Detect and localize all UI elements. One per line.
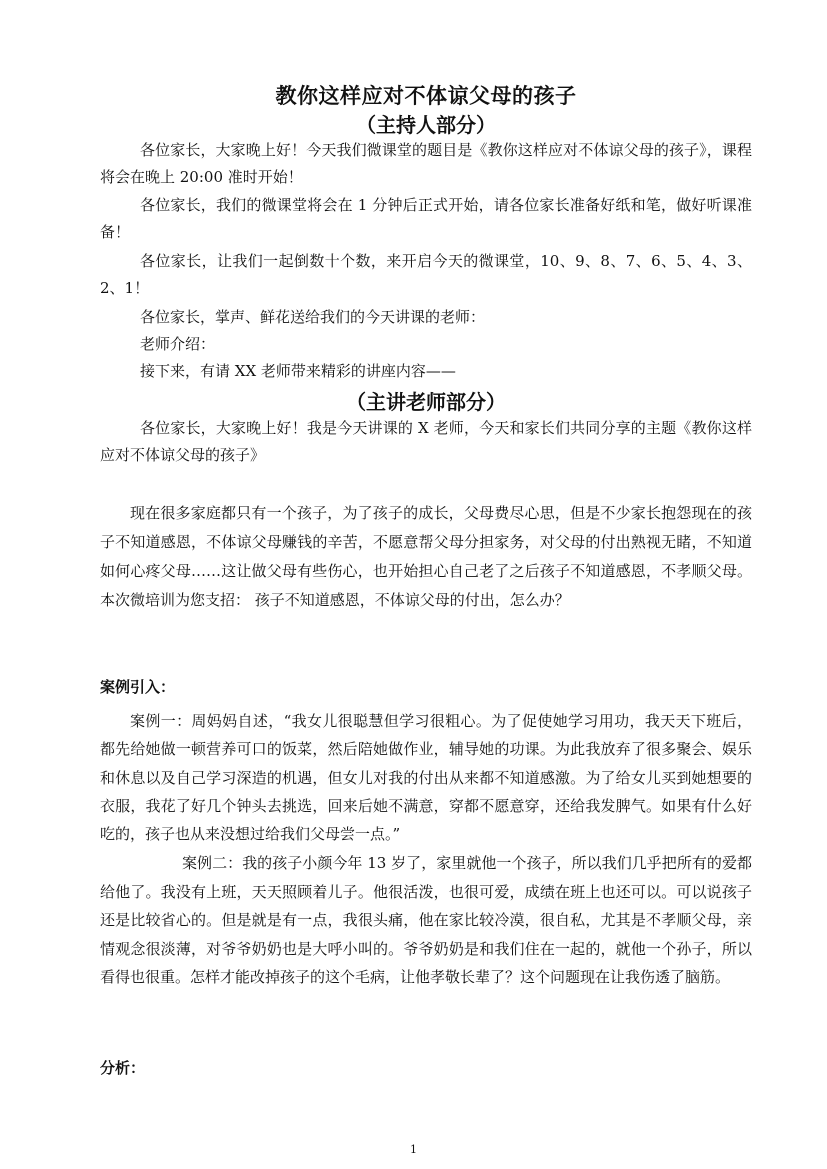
- page-number: 1: [410, 1143, 417, 1156]
- host-paragraph-2: 各位家长，我们的微课堂将会在 1 分钟后正式开始，请各位家长准备好纸和笔，做好听课准备！: [100, 196, 752, 242]
- host-paragraph-5: 老师介绍：: [140, 335, 216, 353]
- host-paragraph-1: 各位家长，大家晚上好！今天我们微课堂的题目是《教你这样应对不体谅父母的孩子》，课程将会在晚上 20:00 准时开始！: [100, 141, 752, 187]
- main-paragraph: 现在很多家庭都只有一个孩子，为了孩子的成长，父母费尽心思，但是不少家长抱怨现在的孩子不知道感恩，不体谅父母赚钱的辛苦，不愿意帮父母分担家务，对父母的付出熟视无睹，不知道如何心疼父母……这让做父母有些伤心，也开始担心自己老了之后孩子不知道感恩，不孝顺父母。本次微培训为您支招： 孩子不知道感恩，不体谅父母的付出，怎么办？: [100, 504, 752, 609]
- host-section-heading: （主持人部分）: [356, 113, 496, 137]
- teacher-section-heading: （主讲老师部分）: [346, 390, 506, 414]
- case-one-paragraph: 案例一：周妈妈自述，“我女儿很聪慧但学习很粗心。为了促使她学习用功，我天天下班后，都先给她做一顿营养可口的饭菜，然后陪她做作业，辅导她的功课。为此我放弃了很多聚会、娱乐和休息以及自己学习深造的机遇，但女儿对我的付出从来都不知道感激。为了给女儿买到她想要的衣服，我花了好几个钟头去挑选，回来后她不满意，穿都不愿意穿，还给我发脾气。如果有什么好吃的，孩子也从来没想过给我们父母尝一点。”: [100, 712, 752, 844]
- document-title: 教你这样应对不体谅父母的孩子: [275, 84, 577, 108]
- analysis-heading: 分析：: [100, 1059, 146, 1077]
- teacher-intro: 各位家长，大家晚上好！我是今天讲课的 X 老师，今天和家长们共同分享的主题《教你这样应对不体谅父母的孩子》: [100, 419, 752, 465]
- host-paragraph-6: 接下来，有请 XX 老师带来精彩的讲座内容——: [140, 362, 456, 380]
- case-heading: 案例引入：: [100, 678, 176, 696]
- host-paragraph-4: 各位家长，掌声、鲜花送给我们的今天讲课的老师：: [140, 308, 486, 326]
- case-two-paragraph: 案例二：我的孩子小颜今年 13 岁了，家里就他一个孩子，所以我们几乎把所有的爱都给他了。我没有上班，天天照顾着儿子。他很活泼，也很可爱，成绩在班上也还可以。可以说孩子还是比较省心的。但是就是有一点，我很头痛，他在家比较冷漠，很自私，尤其是不孝顺父母，亲情观念很淡薄，对爷爷奶奶也是大呼小叫的。爷爷奶奶是和我们住在一起的，就他一个孙子，所以看得也很重。怎样才能改掉孩子的这个毛病，让他孝敬长辈了？这个问题现在让我伤透了脑筋。: [100, 854, 752, 987]
- host-paragraph-3: 各位家长，让我们一起倒数十个数，来开启今天的微课堂，10、9、8、7、6、5、4、3、2、1！: [100, 252, 752, 298]
